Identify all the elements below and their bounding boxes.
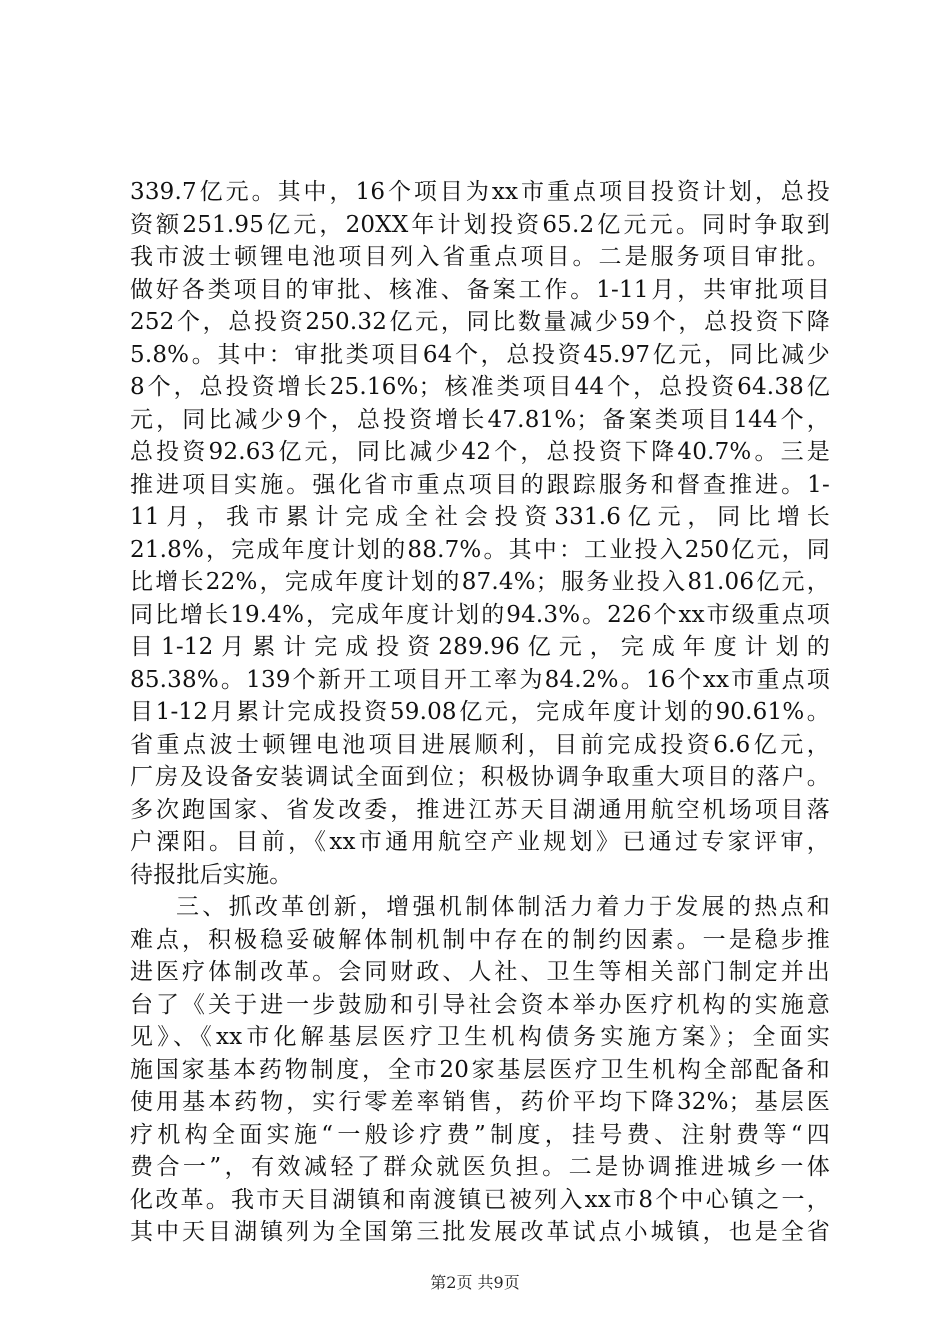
- text-line: 5.8%。其中：审批类项目64个，总投资45.97亿元，同比减少: [130, 341, 830, 368]
- text-line: 总投资92.63亿元，同比减少42个，总投资下降40.7%。三是: [130, 439, 830, 465]
- text-line: 待报批后实施。: [130, 861, 293, 888]
- text-line: 使用基本药物，实行零差率销售，药价平均下降32%；基层医: [130, 1089, 830, 1115]
- text-line: 85.38%。139个新开工项目开工率为84.2%。16个xx市重点项: [130, 666, 830, 693]
- text-line: 252个，总投资250.32亿元，同比数量减少59个，总投资下降: [130, 309, 830, 335]
- text-line: 见》、《xx市化解基层医疗卫生机构债务实施方案》；全面实: [130, 1024, 830, 1050]
- text-line: 进医疗体制改革。会同财政、人社、卫生等相关部门制定并出: [130, 959, 830, 985]
- text-line: 户溧阳。目前，《xx市通用航空产业规划》已通过专家评审，: [130, 829, 830, 855]
- text-line: 省重点波士顿锂电池项目进展顺利，目前完成投资6.6亿元，: [130, 731, 830, 758]
- text-line: 推进项目实施。强化省市重点项目的跟踪服务和督查推进。1-: [130, 471, 830, 498]
- text-line: 其中天目湖镇列为全国第三批发展改革试点小城镇，也是全省: [130, 1219, 830, 1245]
- document-body: [130, 176, 830, 1249]
- text-line: 台了《关于进一步鼓励和引导社会资本举办医疗机构的实施意: [130, 991, 830, 1018]
- text-line: 疗机构全面实施“一般诊疗费”制度，挂号费、注射费等“四: [130, 1121, 830, 1148]
- text-line: 21.8%，完成年度计划的88.7%。其中：工业投入250亿元，同: [130, 536, 830, 563]
- text-line: 化改革。我市天目湖镇和南渡镇已被列入xx市8个中心镇之一，: [130, 1186, 830, 1213]
- text-line: 难点，积极稳妥破解体制机制中存在的制约因素。一是稳步推: [130, 926, 830, 953]
- text-line: 目1-12月累计完成投资59.08亿元，完成年度计划的90.61%。: [130, 699, 830, 725]
- paragraph-start-line: 三、抓改革创新，增强机制体制活力着力于发展的热点和: [176, 894, 830, 920]
- text-line: 339.7亿元。其中，16个项目为xx市重点项目投资计划，总投: [130, 179, 830, 205]
- text-line: 施国家基本药物制度，全市20家基层医疗卫生机构全部配备和: [130, 1056, 830, 1083]
- text-line: 多次跑国家、省发改委，推进江苏天目湖通用航空机场项目落: [130, 796, 830, 823]
- text-line: 同比增长19.4%，完成年度计划的94.3%。226个xx市级重点项: [130, 601, 830, 628]
- text-line: 做好各类项目的审批、核准、备案工作。1-11月，共审批项目: [130, 276, 830, 303]
- text-line: 元，同比减少9个，总投资增长47.81%；备案类项目144个，: [130, 406, 830, 433]
- text-line: 比增长22%，完成年度计划的87.4%；服务业投入81.06亿元，: [130, 569, 830, 595]
- text-line: 资额251.95亿元，20XX年计划投资65.2亿元元。同时争取到: [130, 211, 830, 238]
- text-line: 厂房及设备安装调试全面到位；积极协调争取重大项目的落户。: [130, 764, 830, 790]
- text-line: 我市波士顿锂电池项目列入省重点项目。二是服务项目审批。: [130, 244, 830, 270]
- text-line: 8个，总投资增长25.16%；核准类项目44个，总投资64.38亿: [130, 374, 830, 400]
- text-line: 费合一”，有效减轻了群众就医负担。二是协调推进城乡一体: [130, 1154, 830, 1180]
- text-line: 11月，我市累计完成全社会投资331.6亿元，同比增长: [130, 504, 830, 530]
- page-number-footer: 第2页 共9页: [430, 1273, 520, 1292]
- text-line: 目1-12月累计完成投资289.96亿元，完成年度计划的: [130, 634, 830, 660]
